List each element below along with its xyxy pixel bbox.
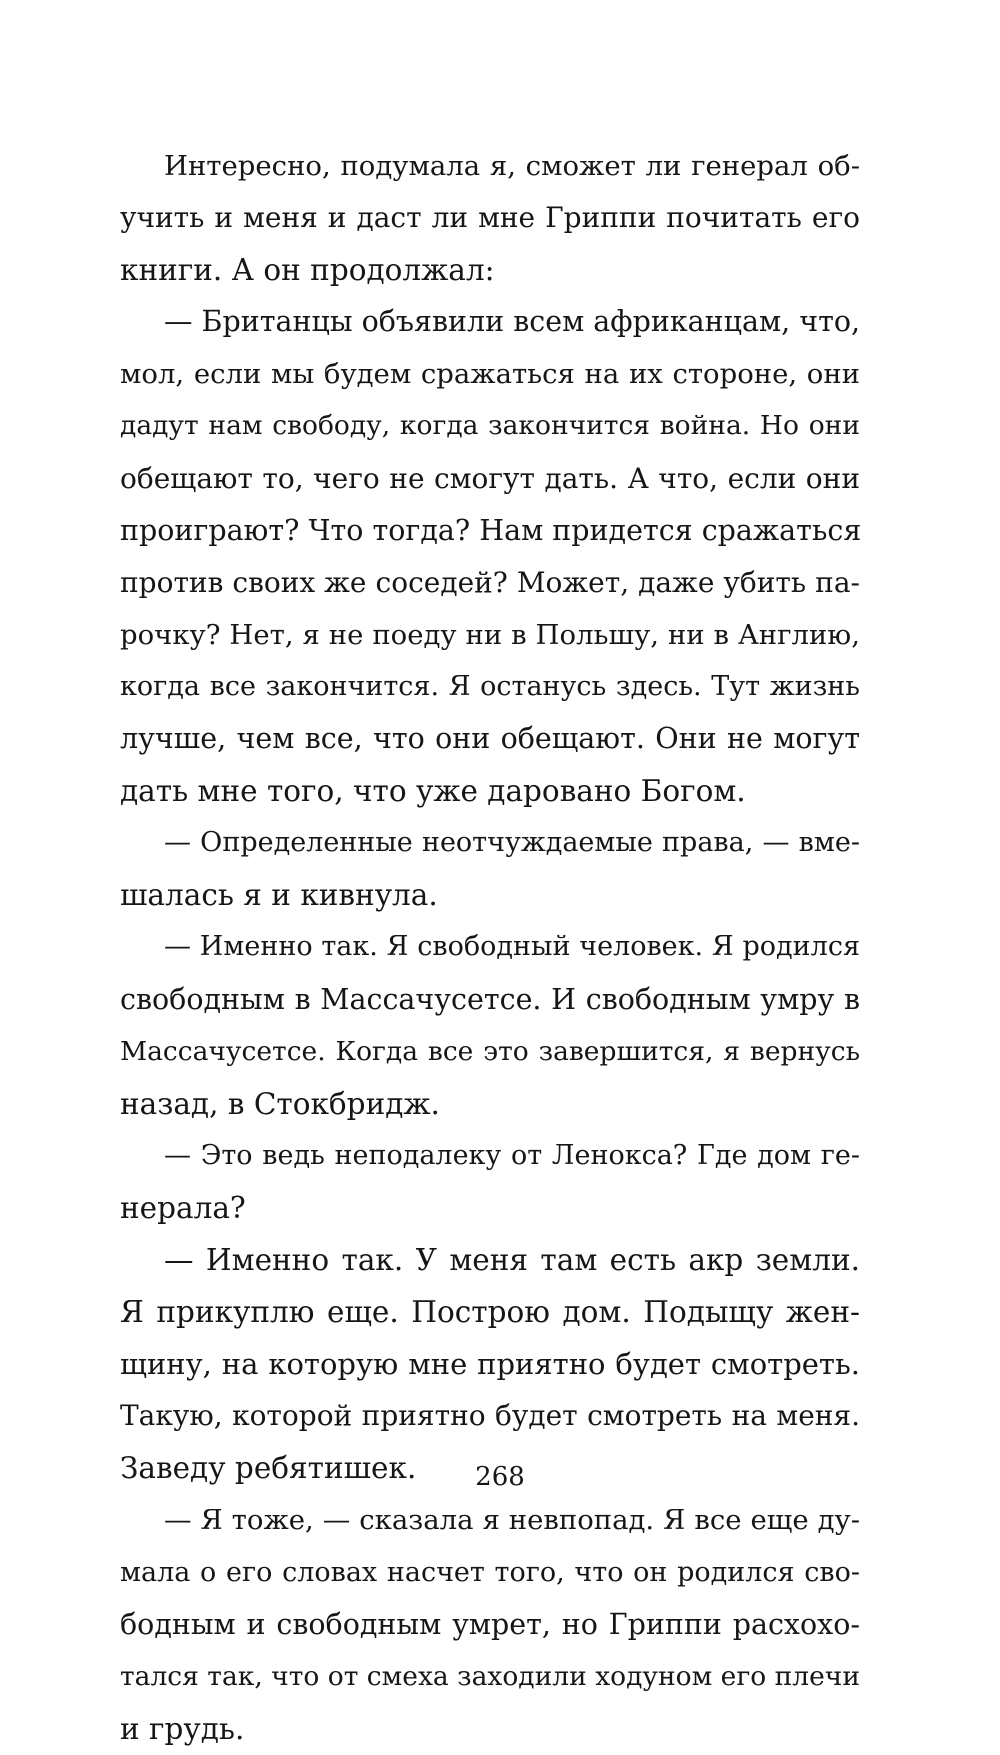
text-line: — Именно так. Я свободный человек. Я родился — [164, 931, 860, 963]
text-line: Я прикуплю еще. Построю дом. Подыщу жен- — [120, 1295, 860, 1330]
page-number: 268 — [475, 1462, 525, 1492]
text-line: — Определенные неотчуждаемые права, — вме- — [164, 827, 860, 859]
text-line: обещают то, чего не смогут дать. А что, если они — [120, 461, 860, 495]
text-line: дать мне того, что уже даровано Богом. — [120, 774, 746, 809]
text-line: тался так, что от смеха заходили ходуном его плечи — [120, 1660, 860, 1692]
body-text — [120, 140, 860, 1755]
text-line: и грудь. — [120, 1711, 245, 1746]
text-line: против своих же соседей? Может, даже убить па- — [120, 565, 860, 599]
text-line: шалась я и кивнула. — [120, 878, 438, 913]
text-line: учить и меня и даст ли мне Гриппи почитать его — [120, 201, 860, 235]
text-line: Такую, которой приятно будет смотреть на меня. — [120, 1399, 860, 1433]
text-line: — Это ведь неподалеку от Ленокса? Где дом ге- — [164, 1139, 860, 1171]
text-line: лучше, чем все, что они обещают. Они не могут — [120, 722, 860, 756]
text-line: щину, на которую мне приятно будет смотреть. — [120, 1347, 860, 1382]
text-line: — Я тоже, — сказала я невпопад. Я все еще ду- — [164, 1504, 860, 1537]
text-line: Массачусетсе. Когда все это завершится, я вернусь — [120, 1035, 860, 1067]
text-line: рочку? Нет, я не поеду ни в Польшу, ни в Англию, — [120, 618, 860, 651]
text-line: бодным и свободным умрет, но Гриппи расхохо- — [120, 1607, 860, 1641]
text-line: когда все закончится. Я останусь здесь. Тут жизнь — [120, 670, 860, 702]
text-line: мала о его словах насчет того, что он родился сво- — [120, 1556, 860, 1588]
text-line: назад, в Стокбридж. — [120, 1086, 440, 1121]
text-line: Интересно, подумала я, сможет ли генерал об- — [164, 150, 860, 182]
text-line: книги. А он продолжал: — [120, 253, 495, 288]
text-line: свободным в Массачусетсе. И свободным умру в — [120, 982, 860, 1016]
text-line: Заведу ребятишек. — [120, 1451, 417, 1486]
text-line: мол, если мы будем сражаться на их стороне, они — [120, 358, 860, 391]
text-line: проиграют? Что тогда? Нам придется сражаться — [120, 513, 862, 547]
text-line: — Именно так. У меня там есть акр земли. — [164, 1242, 860, 1277]
text-line: дадут нам свободу, когда закончится война. Но они — [120, 410, 860, 442]
text-line: нерала? — [120, 1190, 246, 1225]
text-line: — Британцы объявили всем африканцам, что, — [164, 305, 861, 339]
